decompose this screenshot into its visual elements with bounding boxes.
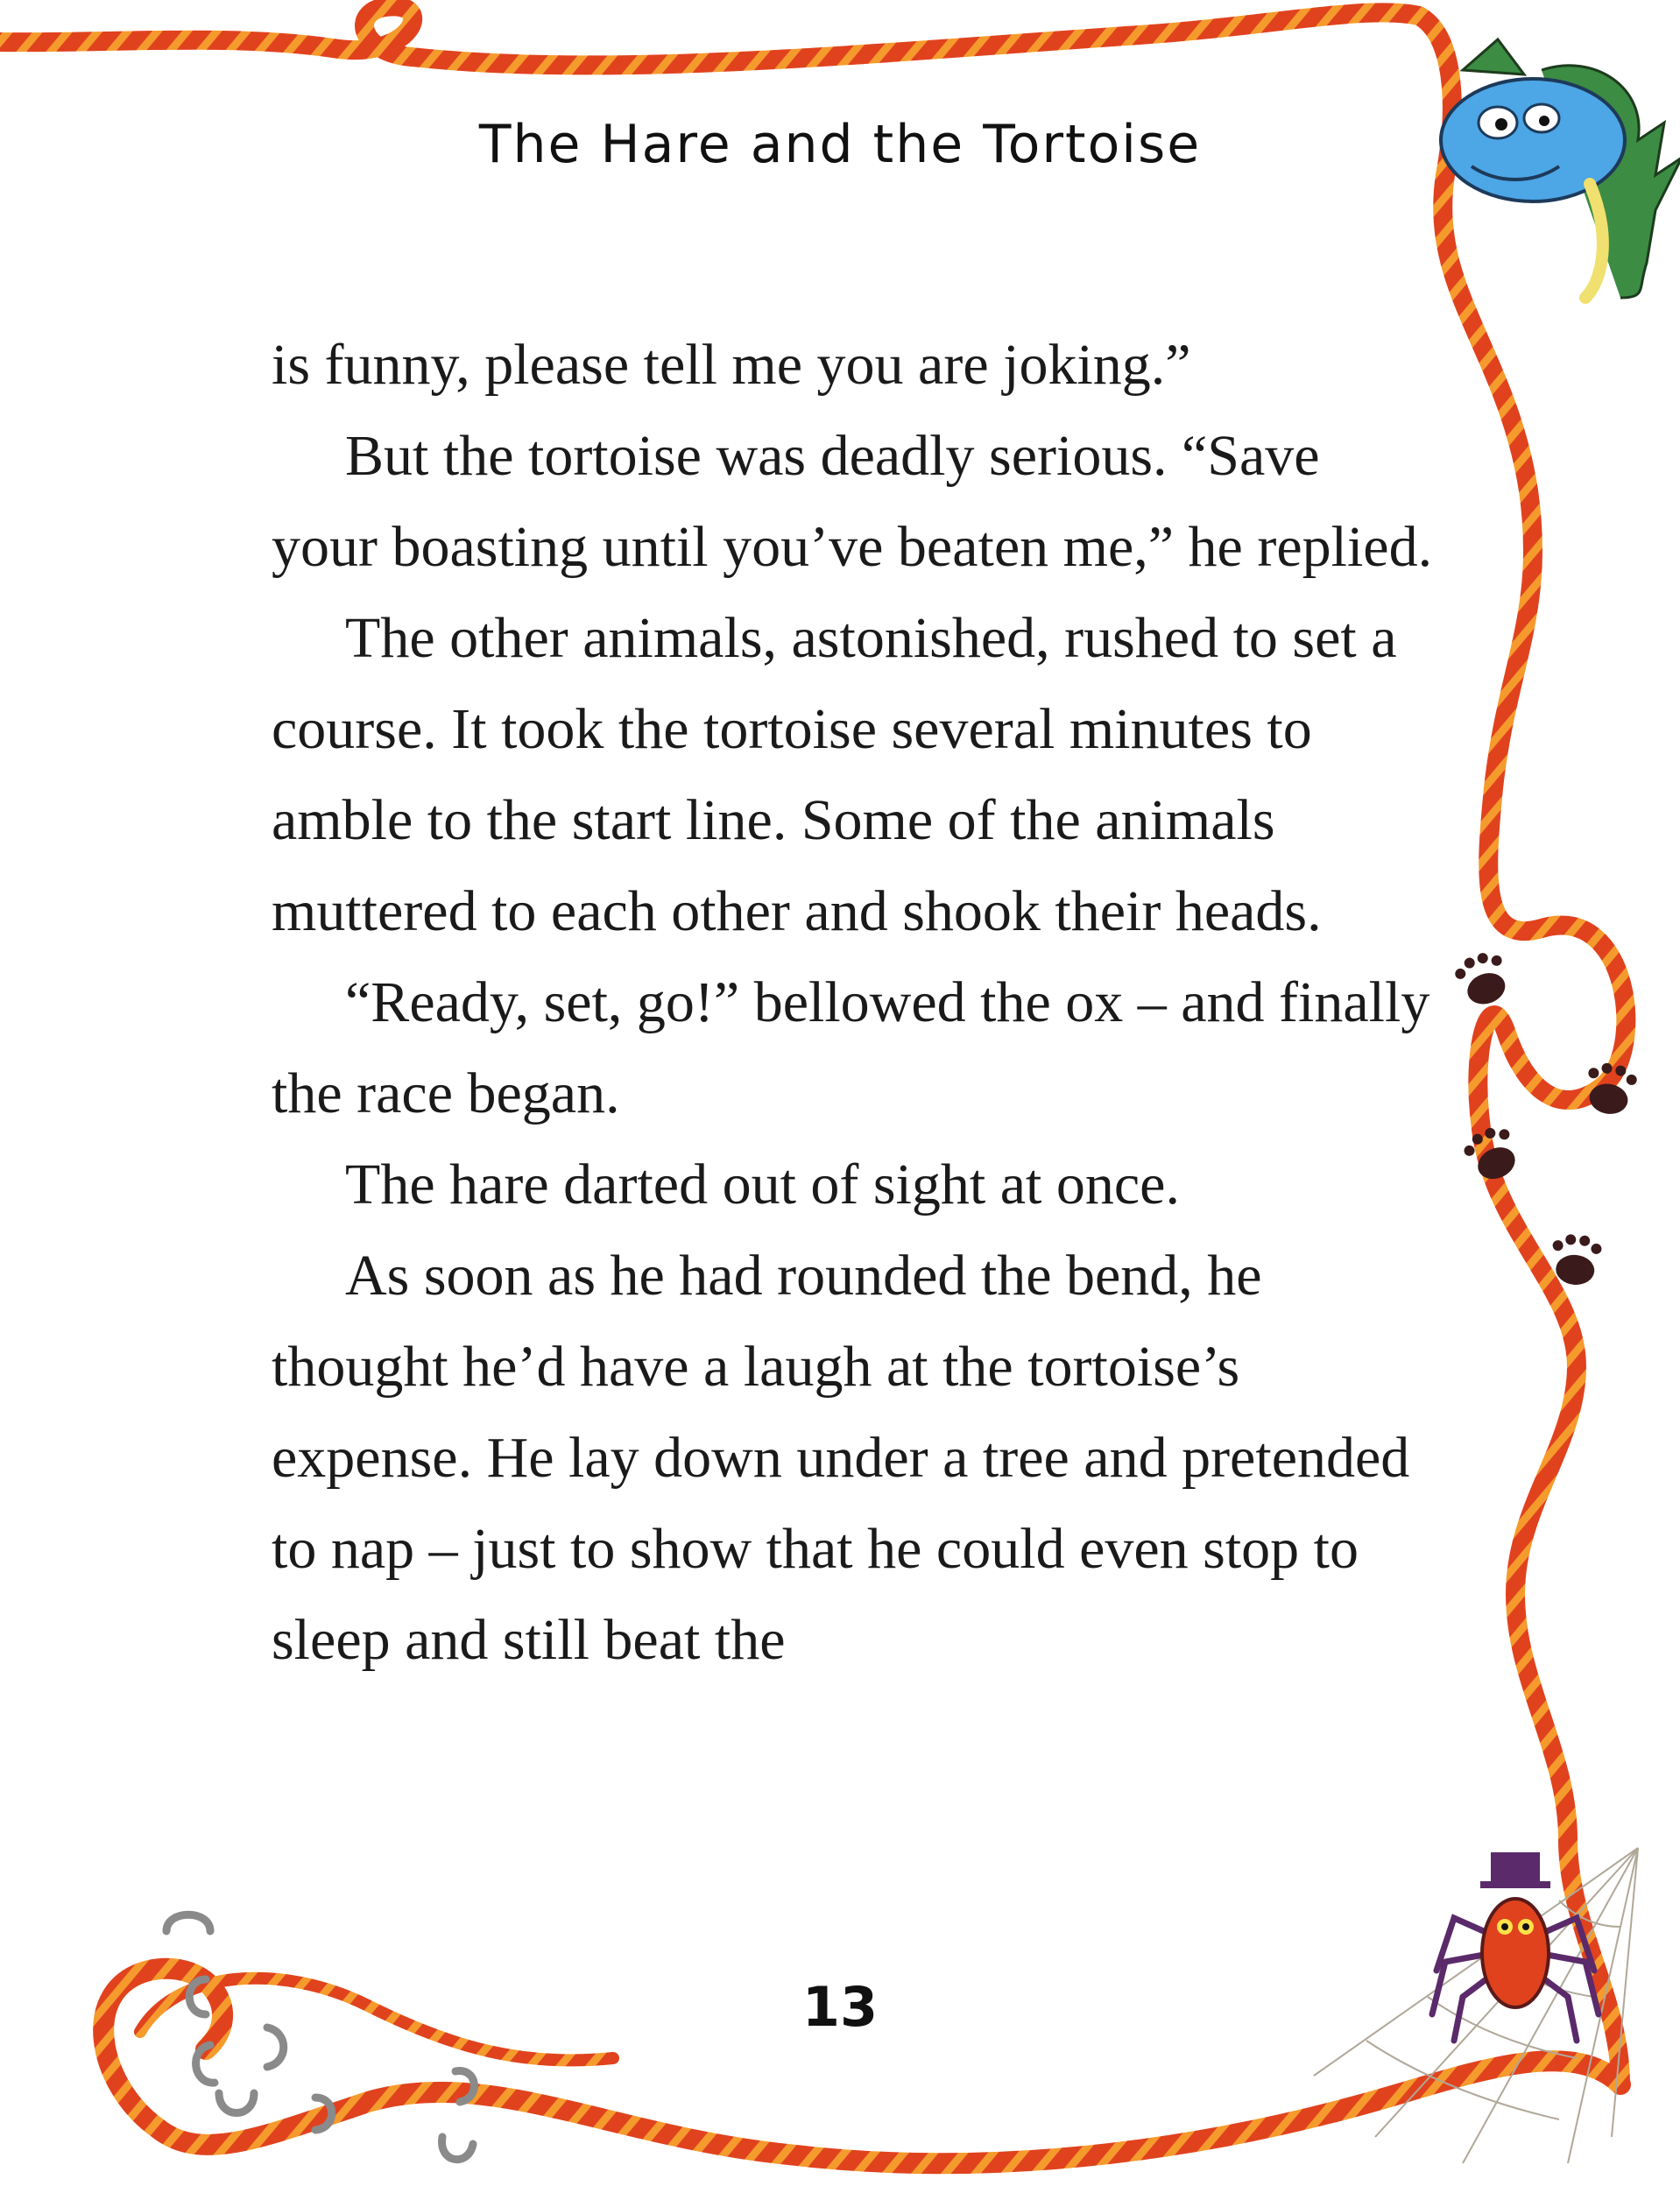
story-paragraph: But the tortoise was deadly serious. “Save your boasting until you’ve beaten me,” he replied. <box>272 424 1433 579</box>
paw-print-icon <box>1459 1121 1525 1187</box>
top-vine <box>0 6 1419 65</box>
story-text <box>272 320 1436 1686</box>
story-paragraph: As soon as he had rounded the bend, he thought he’d have a laugh at the tortoise’s expense. He lay down under a tree and pretended to nap – just to show that he could even stop to sleep and still beat the <box>272 1244 1410 1672</box>
story-paragraph: is funny, please tell me you are joking.” <box>272 333 1191 397</box>
story-paragraph: The hare darted out of sight at once. <box>345 1153 1180 1216</box>
right-vine <box>1419 16 1626 2084</box>
paw-print-icon <box>1451 948 1514 1012</box>
story-paragraph: The other animals, astonished, rushed to set a course. It took the tortoise several minutes to amble to the start line. Some of the animals muttered to each other and shook their heads. <box>272 606 1397 943</box>
story-paragraph: “Ready, set, go!” bellowed the ox – and finally the race began. <box>272 970 1430 1125</box>
page-number: 13 <box>801 1975 879 2039</box>
running-header: The Hare and the Tortoise <box>478 114 1202 175</box>
